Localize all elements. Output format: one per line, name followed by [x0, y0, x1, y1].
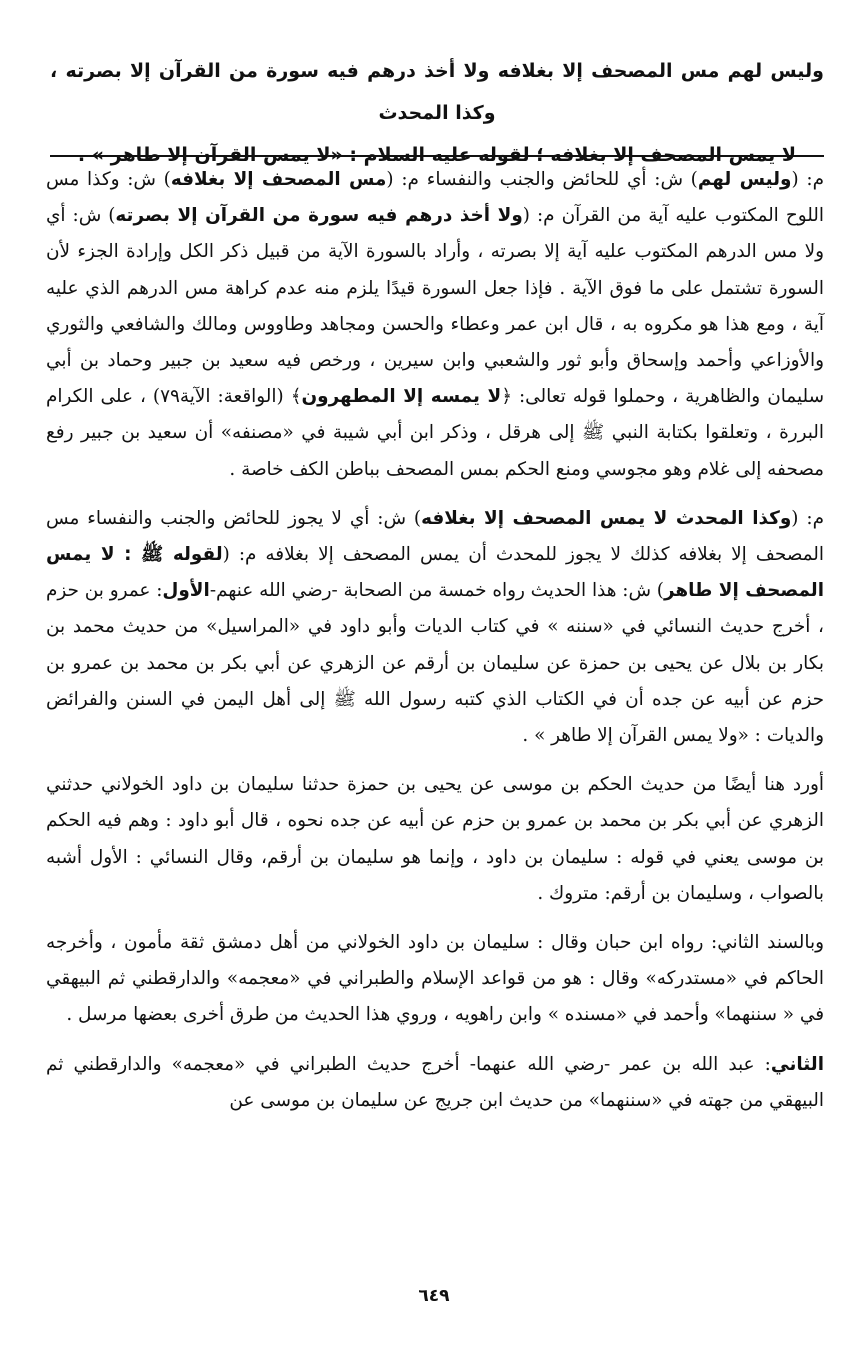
- separator-rule: [50, 155, 824, 157]
- commentary-paragraph: أورد هنا أيضًا من حديث الحكم بن موسى عن يحيى بن حمزة حدثنا سليمان بن داود الخولاني حدثني الزهري عن أبي بكر بن محمد بن عمرو بن حزم عن أبيه عن جده نحوه ، قال أبو داود : وهم فيه الحكم بن موسى يعني في قوله : سليمان بن داود ، وإنما هو سليمان بن أرقم، وقال النسائي : الأول أشبه بالصواب ، وسليمان بن أرقم: متروك .: [46, 774, 824, 904]
- quoted-matn: لقوله ﷺ : لا يمس المصحف إلا طاهر: [46, 544, 825, 602]
- text-run: ) ش: هذا الحديث رواه خمسة من الصحابة -رضي الله عنهم-: [209, 580, 664, 602]
- quoted-matn: وكذا المحدث لا يمس المصحف إلا بغلافه: [421, 507, 792, 529]
- text-run: م: (: [791, 169, 825, 190]
- matn-text: [50, 50, 824, 176]
- text-run: : عمرو بن حزم ، أخرج حديث النسائي في «سننه » في كتاب الديات وأبو داود في «المراسيل» من حديث محمد بن بكار بن بلال عن يحيى بن حمزة عن سليمان بن أرقم عن الزهري عن أبي بكر بن محمد بن عمرو بن حزم عن أبيه عن جده أن في الكتاب الذي كتبه رسول الله ﷺ إلى أهل اليمن في السنن والفرائض والديات : «ولا يمس القرآن إلا طاهر » .: [46, 580, 824, 747]
- commentary-paragraph: [46, 1047, 824, 1119]
- bold-term: الثاني: [770, 1053, 824, 1075]
- text-run: ) ش: أي ولا مس الدرهم المكتوب عليه آية إلا بصرته ، وأراد بالسورة الآية من قبيل ذكر الكل وإرادة الجزء لأن السورة تشتمل على ما فوق الآية . فإذا جعل السورة قيدًا يلزم منه عدم كراهة مس الدرهم الذي عليه آية ، ومع هذا هو مكروه به ، قال ابن عمر وعطاء والحسن ومجاهد وطاووس ومالك والشافعي والثوري والأوزاعي وأحمد وإسحاق وأبو ثور والشعبي وابن سيرين ، ورخص فيه سعيد بن جبير وحماد بن أبي سليمان والظاهرية ، وحملوا قوله تعالى: ﴿: [46, 205, 824, 408]
- commentary-paragraph: [46, 162, 824, 488]
- commentary-paragraph: [46, 501, 824, 754]
- commentary-text: [46, 162, 824, 1132]
- matn-line: لا يمس المصحف إلا بغلافه ؛ لقوله عليه السلام : «لا يمس القرآن إلا طاهر » .: [77, 144, 797, 166]
- bold-term: الأول: [162, 580, 210, 602]
- text-run: م: (: [791, 507, 824, 529]
- text-run: ﴾ (الواقعة: الآية٧٩) ، على الكرام البررة ، وتعلقوا بكتابة النبي ﷺ إلى هرقل ، وذكر ابن أبي شيبة في «مصنفه» أن سعيد بن جبير رفع مصحفه إلى غلام وهو مجوسي ومنع الحكم بمس المصحف بباطن الكف خاصة .: [46, 386, 824, 480]
- text-run: : عبد الله بن عمر -رضي الله عنهما- أخرج حديث الطبراني في «معجمه» والدارقطني ثم البيهقي من جهته في «سننهما» من حديث ابن جريج عن سليمان بن موسى عن: [46, 1053, 824, 1111]
- commentary-paragraph: وبالسند الثاني: رواه ابن حبان وقال : سليمان بن داود الخولاني من أهل دمشق ثقة مأمون ، وأخرجه الحاكم في «مستدركه» وقال : هو من قواعد الإسلام والطبراني في «معجمه» والدارقطني ثم البيهقي في « سننهما» وأحمد في «مسنده » وابن راهويه ، وروي هذا الحديث من طرق أخرى بعضها مرسل .: [46, 932, 824, 1026]
- text-run: ) ش: أي للحائض والجنب والنفساء م: (: [386, 169, 698, 190]
- quran-quote: لا يمسه إلا المطهرون: [301, 386, 502, 408]
- quoted-matn: وليس لهم: [697, 169, 792, 190]
- text-run: ) ش: وكذا مس اللوح المكتوب عليه آية من القرآن م: (: [46, 169, 824, 227]
- quoted-matn: مس المصحف إلا بغلافه: [170, 169, 387, 190]
- page-number: ٦٤٩: [418, 1286, 450, 1306]
- quoted-matn: ولا أخذ درهم فيه سورة من القرآن إلا بصرته: [115, 205, 523, 227]
- text-run: ) ش: أي لا يجوز للحائض والجنب والنفساء مس المصحف إلا بغلافه كذلك لا يجوز للمحدث أن يمس المصحف إلا بغلافه م: (: [46, 507, 824, 566]
- matn-line: وليس لهم مس المصحف إلا بغلافه ولا أخذ درهم فيه سورة من القرآن إلا بصرته ، وكذا المحدث: [50, 60, 824, 124]
